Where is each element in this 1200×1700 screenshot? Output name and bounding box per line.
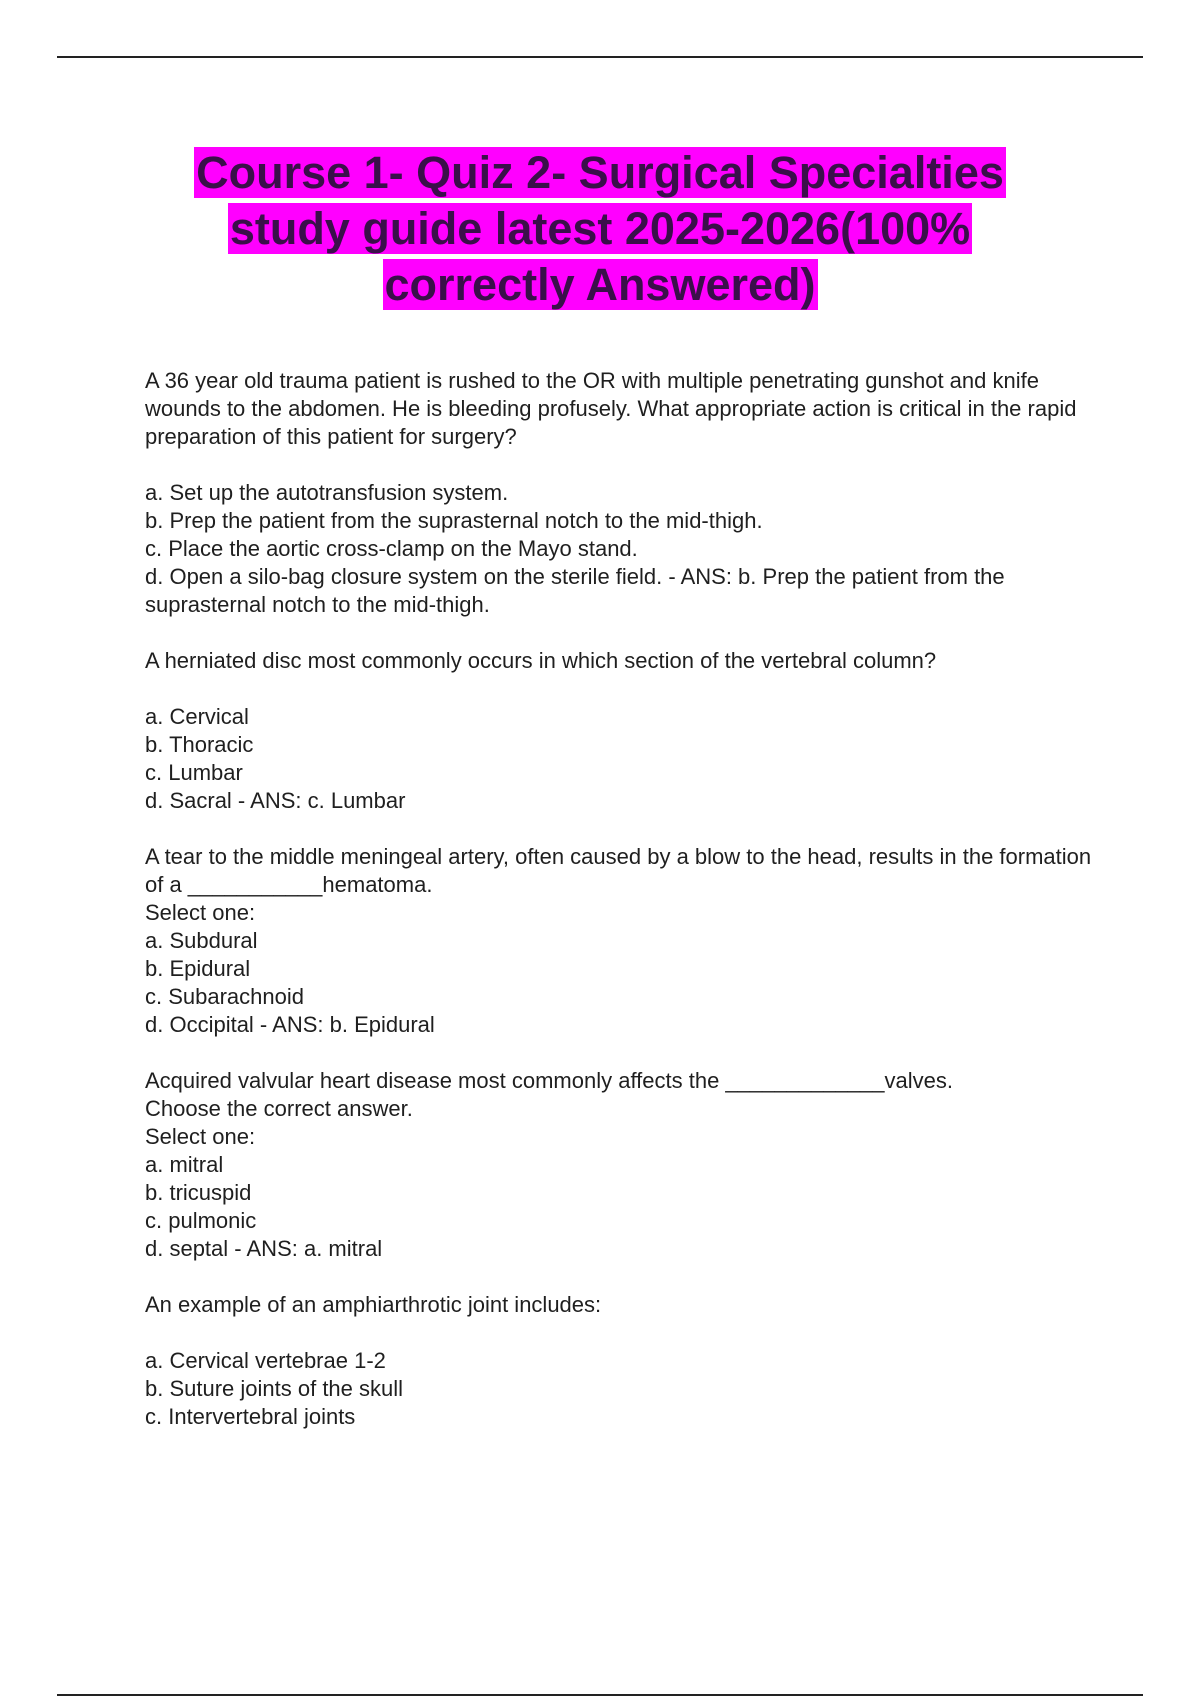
- title-line-2: study guide latest 2025-2026(100%: [229, 203, 971, 254]
- top-rule: [57, 56, 1143, 58]
- answer-option: a. mitral: [145, 1152, 224, 1177]
- answer-option: c. Place the aortic cross-clamp on the Mayo stand.: [145, 536, 638, 561]
- document-body: [145, 367, 1095, 1459]
- title-line-1: Course 1- Quiz 2- Surgical Specialties: [196, 147, 1004, 198]
- question-block-2: [145, 647, 1095, 815]
- bottom-rule: [57, 1694, 1143, 1696]
- answer-option: b. Suture joints of the skull: [145, 1376, 404, 1401]
- answer-option: b. Thoracic: [145, 732, 254, 757]
- question-text: An example of an amphiarthrotic joint includes:: [145, 1292, 602, 1317]
- answer-option: d. Occipital - ANS: b. Epidural: [145, 1012, 435, 1037]
- answer-option: d. Open a silo-bag closure system on the sterile field. - ANS: b. Prep the patient from the suprasternal notch to the mid-thigh.: [145, 564, 1005, 617]
- answer-option: b. tricuspid: [145, 1180, 252, 1205]
- answer-option: c. pulmonic: [145, 1208, 257, 1233]
- document-title: [60, 145, 1140, 313]
- question-text: A tear to the middle meningeal artery, often caused by a blow to the head, results in the formation of a ___________hematoma.: [145, 844, 1092, 897]
- select-prompt: Select one:: [145, 1124, 256, 1149]
- answer-option: c. Intervertebral joints: [145, 1404, 356, 1429]
- question-text: A herniated disc most commonly occurs in which section of the vertebral column?: [145, 648, 937, 673]
- answer-option: a. Set up the autotransfusion system.: [145, 480, 509, 505]
- answer-option: c. Subarachnoid: [145, 984, 304, 1009]
- answer-option: a. Cervical vertebrae 1-2: [145, 1348, 386, 1373]
- title-line-3: correctly Answered): [384, 259, 816, 310]
- answer-option: b. Epidural: [145, 956, 251, 981]
- question-block-1: [145, 367, 1095, 619]
- question-instruction: Choose the correct answer.: [145, 1096, 413, 1121]
- question-text: A 36 year old trauma patient is rushed to the OR with multiple penetrating gunshot and knife wounds to the abdomen. He is bleeding profusely. What appropriate action is critical in the rapid preparation of this patient for surgery?: [145, 368, 1077, 449]
- select-prompt: Select one:: [145, 900, 256, 925]
- question-block-3: [145, 843, 1095, 1039]
- answer-option: d. septal - ANS: a. mitral: [145, 1236, 383, 1261]
- answer-option: c. Lumbar: [145, 760, 243, 785]
- answer-option: a. Subdural: [145, 928, 258, 953]
- answer-option: a. Cervical: [145, 704, 249, 729]
- question-block-5: [145, 1291, 1095, 1431]
- answer-option: b. Prep the patient from the suprasternal notch to the mid-thigh.: [145, 508, 763, 533]
- question-block-4: [145, 1067, 1095, 1263]
- question-text: Acquired valvular heart disease most commonly affects the _____________valves.: [145, 1068, 953, 1093]
- answer-option: d. Sacral - ANS: c. Lumbar: [145, 788, 406, 813]
